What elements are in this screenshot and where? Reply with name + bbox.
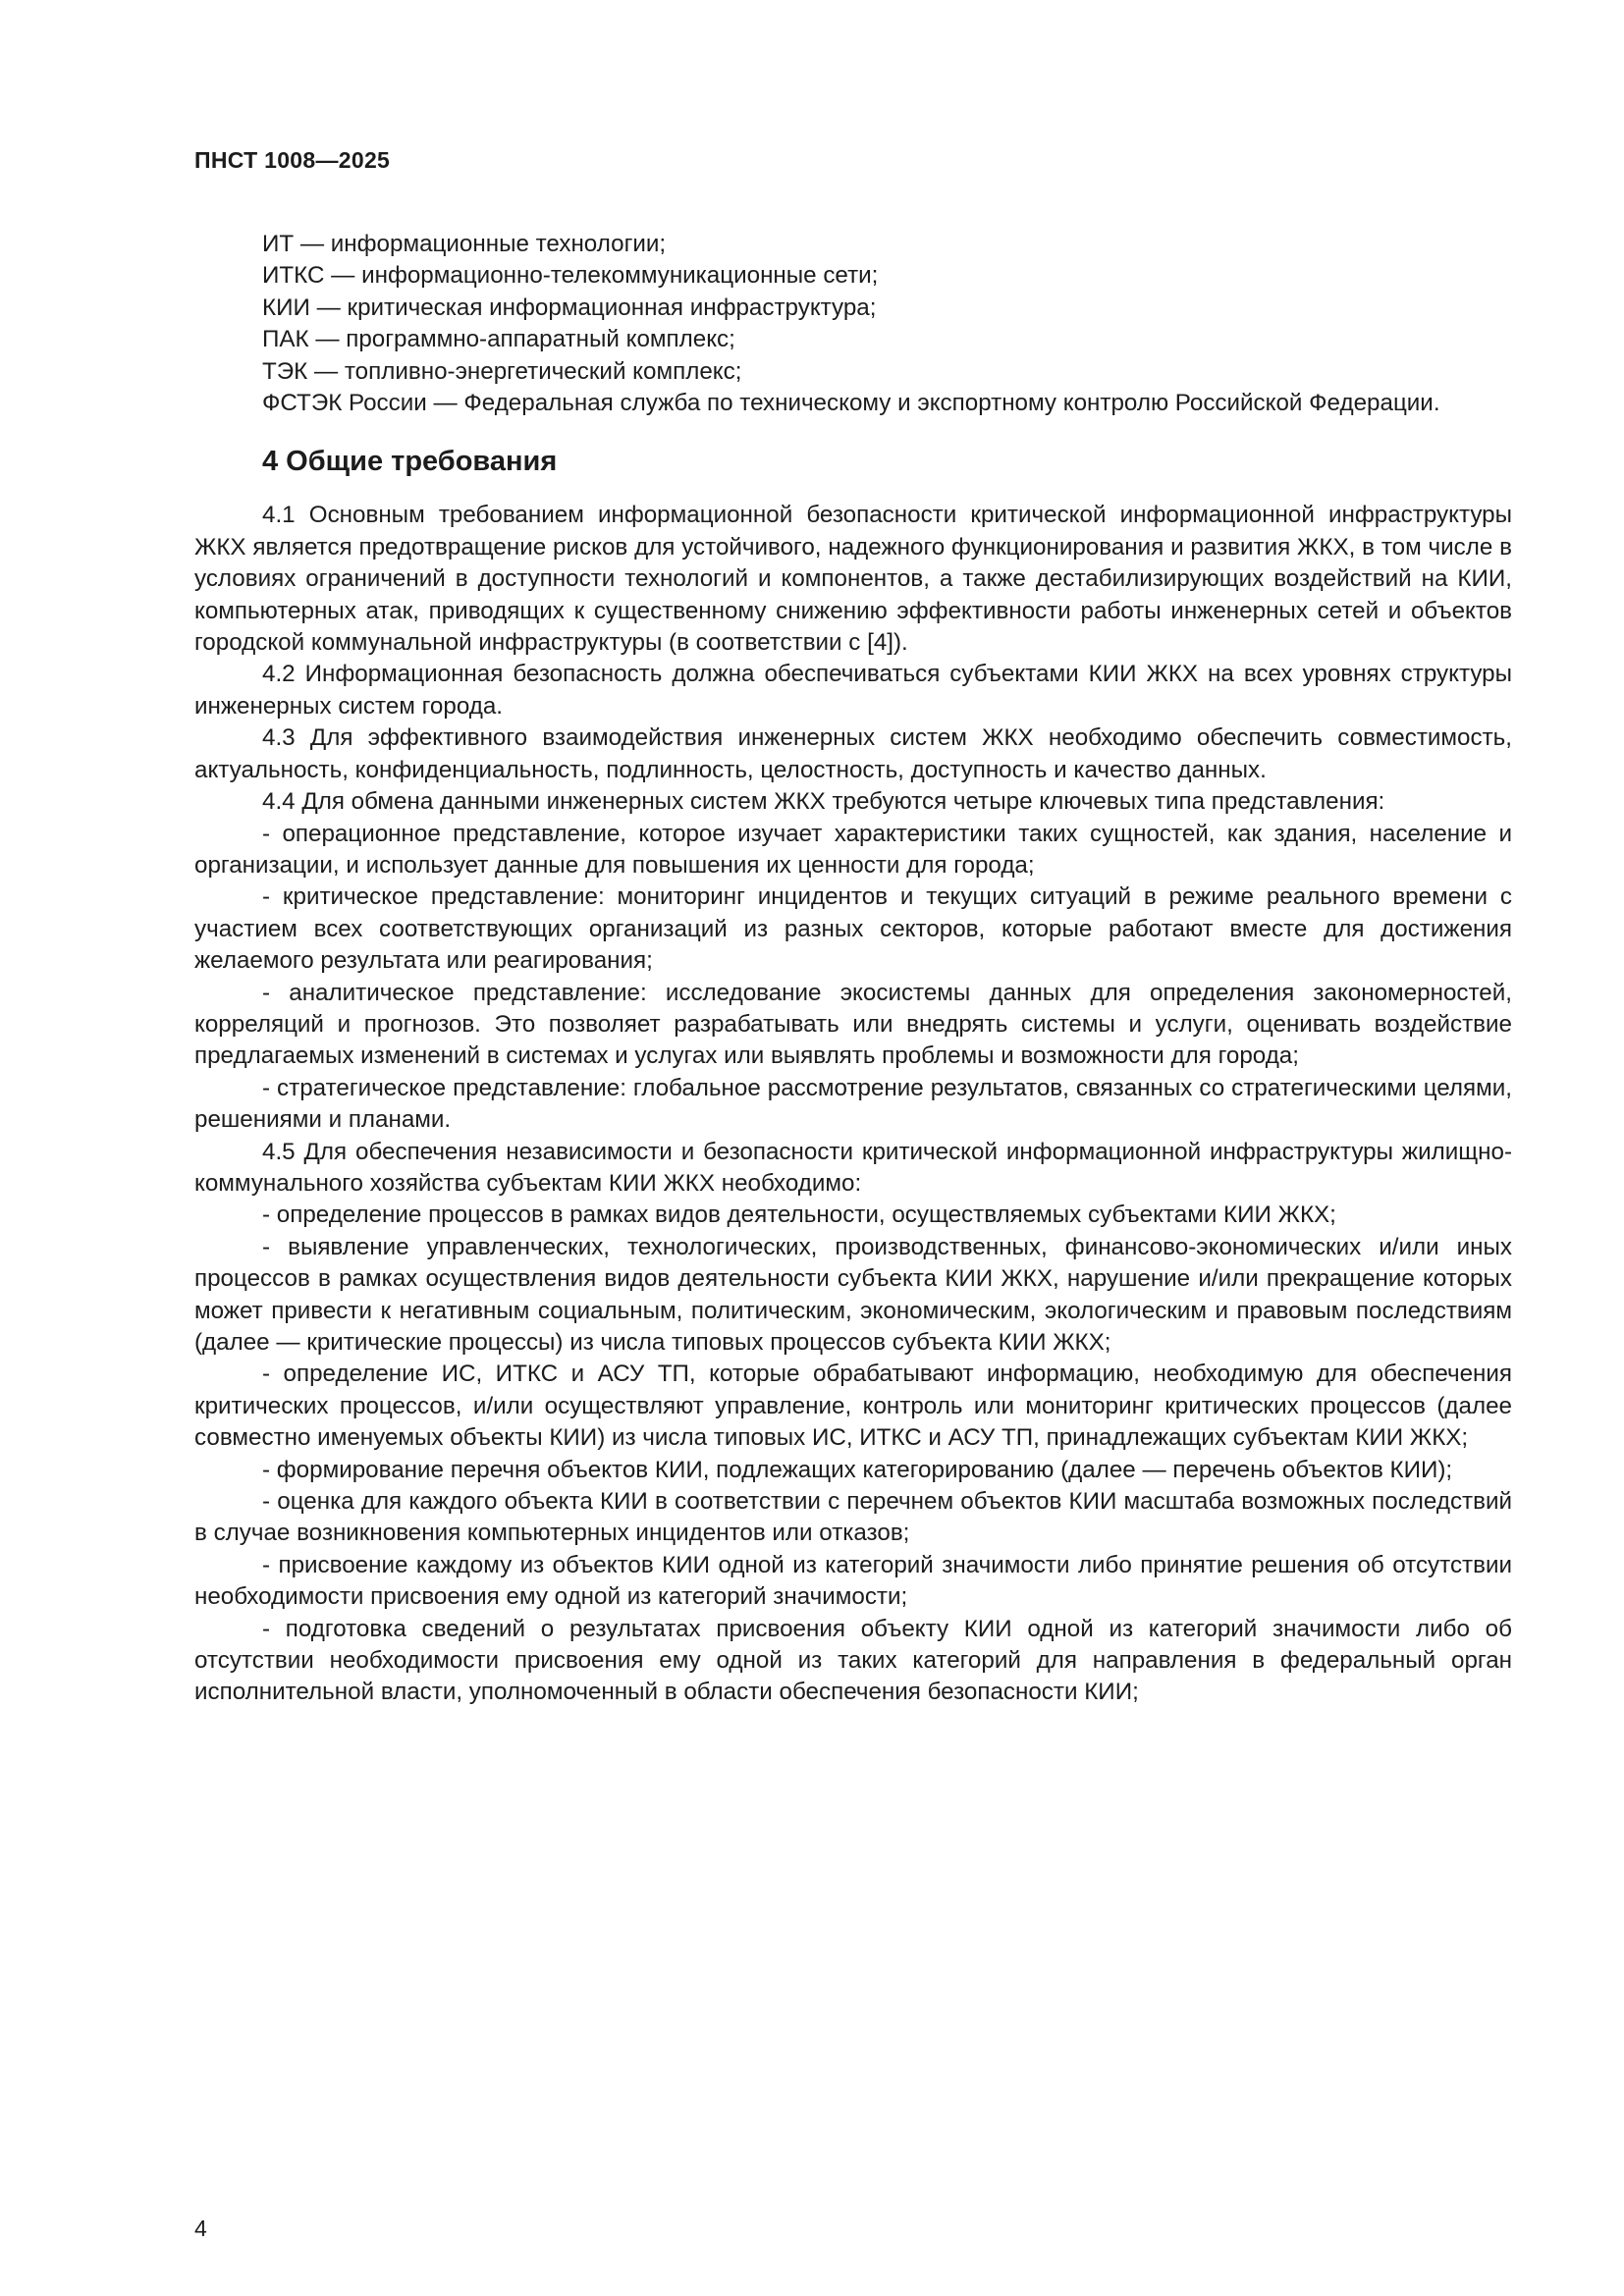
abbreviation-item: КИИ — критическая информационная инфраструктура; xyxy=(262,294,877,321)
list-item: - определение ИС, ИТКС и АСУ ТП, которые обрабатывают информацию, необходимую для обеспечения критических процессов, и/или осуществляют управление, контроль или мониторинг критических процессов (далее совместно именуемых объекты КИИ) из числа типовых ИС, ИТКС и АСУ ТП, принадлежащих субъектам КИИ ЖКХ; xyxy=(194,1361,1512,1452)
document-code-header: ПНСТ 1008—2025 xyxy=(194,147,391,173)
list-item: - аналитическое представление: исследование экосистемы данных для определения закономерностей, корреляций и прогнозов. Это позволяет разрабатывать или внедрять системы и услуги, оценивать воздействие предлагаемых изменений в системах и услугах или выявлять проблемы и возможности для города; xyxy=(194,979,1512,1070)
list-item: - определение процессов в рамках видов деятельности, осуществляемых субъектами КИИ ЖКХ; xyxy=(262,1201,1336,1229)
section-content xyxy=(194,500,1512,1708)
list-item: - критическое представление: мониторинг инцидентов и текущих ситуаций в режиме реального времени с участием всех соответствующих организаций из разных секторов, которые работают вместе для достижения желаемого результата или реагирования; xyxy=(194,883,1512,975)
list-item: - стратегическое представление: глобальное рассмотрение результатов, связанных со стратегическими целями, решениями и планами. xyxy=(194,1074,1512,1134)
list-item: - подготовка сведений о результатах присвоения объекту КИИ одной из категорий значимости либо об отсутствии необходимости присвоения ему одной из таких категорий для направления в федеральный орган исполнительной власти, уполномоченный в области обеспечения безопасности КИИ; xyxy=(194,1615,1512,1706)
document-body xyxy=(194,229,1512,1709)
section-heading: 4 Общие требования xyxy=(262,446,558,478)
abbreviation-item: ПАК — программно-аппаратный комплекс; xyxy=(262,326,735,353)
list-item: - оценка для каждого объекта КИИ в соответствии с перечнем объектов КИИ масштаба возможных последствий в случае возникновения компьютерных инцидентов или отказов; xyxy=(194,1488,1512,1547)
abbreviation-item: ФСТЭК России — Федеральная служба по техническому и экспортному контролю Российской Федерации. xyxy=(262,390,1440,417)
paragraph-4-5: 4.5 Для обеспечения независимости и безопасности критической информационной инфраструктуры жилищно-коммунального хозяйства субъектам КИИ ЖКХ необходимо: xyxy=(194,1138,1512,1197)
list-item: - операционное представление, которое изучает характеристики таких сущностей, как здания, население и организации, и использует данные для повышения их ценности для города; xyxy=(194,820,1512,879)
paragraph-4-3: 4.3 Для эффективного взаимодействия инженерных систем ЖКХ необходимо обеспечить совместимость, актуальность, конфиденциальность, подлинность, целостность, доступность и качество данных. xyxy=(194,724,1512,783)
abbreviation-item: ИТКС — информационно-телекоммуникационные сети; xyxy=(262,262,879,290)
paragraph-4-1: 4.1 Основным требованием информационной безопасности критической информационной инфраструктуры ЖКХ является предотвращение рисков для устойчивого, надежного функционирования и развития ЖКХ, в том числе в условиях ограничений в доступности технологий и компонентов, а также дестабилизирующих воздействий на КИИ, компьютерных атак, приводящих к существенному снижению эффективности работы инженерных сетей и объектов городской коммунальной инфраструктуры (в соответствии с [4]). xyxy=(194,502,1512,657)
list-item: - формирование перечня объектов КИИ, подлежащих категорированию (далее — перечень объектов КИИ); xyxy=(262,1456,1453,1483)
abbreviation-item: ИТ — информационные технологии; xyxy=(262,231,667,257)
paragraph-4-2: 4.2 Информационная безопасность должна обеспечиваться субъектами КИИ ЖКХ на всех уровнях структуры инженерных систем города. xyxy=(194,661,1512,720)
page-number: 4 xyxy=(194,2216,207,2241)
paragraph-4-4: 4.4 Для обмена данными инженерных систем ЖКХ требуются четыре ключевых типа представления: xyxy=(262,788,1385,816)
list-item: - выявление управленческих, технологических, производственных, финансово-экономических и/или иных процессов в рамках осуществления видов деятельности субъекта КИИ ЖКХ, нарушение и/или прекращение которых может привести к негативным социальным, политическим, экономическим, экологическим и правовым последствиям (далее — критические процессы) из числа типовых процессов субъекта КИИ ЖКХ; xyxy=(194,1233,1512,1356)
list-item: - присвоение каждому из объектов КИИ одной из категорий значимости либо принятие решения об отсутствии необходимости присвоения ему одной из категорий значимости; xyxy=(194,1551,1512,1611)
abbreviation-item: ТЭК — топливно-энергетический комплекс; xyxy=(262,357,742,385)
abbreviations-list xyxy=(194,229,1512,419)
